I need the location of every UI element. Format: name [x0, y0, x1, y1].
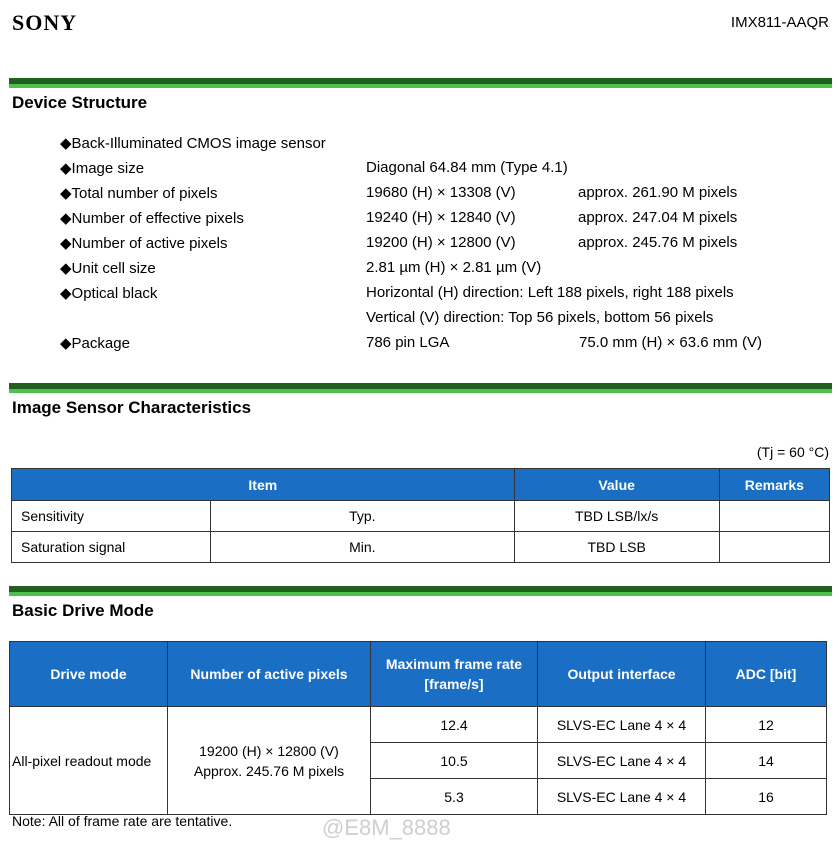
section-divider: [9, 78, 832, 88]
header-frame-rate: Maximum frame rate [frame/s]: [371, 642, 538, 707]
table-row: [10, 707, 827, 743]
table-header-row: [10, 642, 827, 707]
table-row: [12, 501, 830, 532]
header-remarks: Remarks: [719, 469, 829, 501]
cell-adc: 16: [706, 779, 827, 815]
spec-row: [60, 234, 820, 254]
spec-label: ◆Package: [60, 335, 130, 352]
spec-value: Vertical (V) direction: Top 56 pixels, bottom 56 pixels: [366, 309, 714, 326]
section-divider: [9, 383, 832, 393]
spec-value-approx: approx. 261.90 M pixels: [578, 184, 738, 201]
spec-value: 786 pin LGA: [366, 334, 450, 351]
cell-frame-rate: 12.4: [371, 707, 538, 743]
spec-label: ◆Optical black: [60, 285, 158, 302]
section-divider: [9, 586, 832, 596]
spec-value-approx: approx. 245.76 M pixels: [578, 234, 738, 251]
spec-label: ◆Number of effective pixels: [60, 210, 244, 227]
spec-label: ◆Back-Illuminated CMOS image sensor: [60, 135, 326, 152]
header-item: Item: [12, 469, 515, 501]
cell-value: TBD LSB/lx/s: [514, 501, 719, 532]
section-title-device-structure: Device Structure: [12, 93, 148, 112]
spec-value: Diagonal 64.84 mm (Type 4.1): [366, 159, 568, 176]
cell-adc: 12: [706, 707, 827, 743]
drive-mode-table: [9, 641, 827, 815]
cell-active-pixels: 19200 (H) × 12800 (V) Approx. 245.76 M pixels: [168, 707, 371, 815]
spec-row: [60, 334, 820, 354]
table-header-row: [12, 469, 830, 501]
cell-cond: Min.: [211, 532, 515, 563]
header-drive-mode: Drive mode: [10, 642, 168, 707]
spec-value: 19240 (H) × 12840 (V): [366, 209, 516, 226]
spec-row: [60, 309, 820, 329]
cell-drive-mode: All-pixel readout mode: [10, 707, 168, 815]
section-title-drive-mode: Basic Drive Mode: [12, 601, 154, 620]
cell-cond: Typ.: [211, 501, 515, 532]
spec-row: [60, 284, 820, 304]
spec-label: ◆Unit cell size: [60, 260, 156, 277]
spec-value: 2.81 µm (H) × 2.81 µm (V): [366, 259, 542, 276]
cell-item: Sensitivity: [12, 501, 211, 532]
header-adc: ADC [bit]: [706, 642, 827, 707]
spec-label: ◆Number of active pixels: [60, 235, 228, 252]
condition-note: (Tj = 60 °C): [756, 444, 829, 460]
frame-rate-note: Note: All of frame rate are tentative.: [12, 813, 233, 829]
spec-row: [60, 209, 820, 229]
cell-interface: SLVS-EC Lane 4 × 4: [538, 707, 706, 743]
spec-row: [60, 159, 820, 179]
sensor-characteristics-table: [11, 468, 830, 563]
spec-value-dimensions: 75.0 mm (H) × 63.6 mm (V): [579, 334, 762, 351]
spec-value: 19680 (H) × 13308 (V): [366, 184, 516, 201]
spec-label: ◆Total number of pixels: [60, 185, 218, 202]
header-output-interface: Output interface: [538, 642, 706, 707]
spec-row: [60, 134, 820, 154]
part-number: IMX811-AAQR: [730, 14, 829, 31]
spec-row: [60, 184, 820, 204]
brand-logo: SONY: [12, 10, 78, 35]
cell-interface: SLVS-EC Lane 4 × 4: [538, 743, 706, 779]
spec-label: ◆Image size: [60, 160, 145, 177]
cell-adc: 14: [706, 743, 827, 779]
table-row: [12, 532, 830, 563]
cell-frame-rate: 5.3: [371, 779, 538, 815]
header-value: Value: [514, 469, 719, 501]
cell-remarks: [719, 532, 829, 563]
cell-remarks: [719, 501, 829, 532]
spec-value-approx: approx. 247.04 M pixels: [578, 209, 738, 226]
cell-value: TBD LSB: [514, 532, 719, 563]
watermark-text: @E8M_8888: [322, 815, 451, 840]
cell-item: Saturation signal: [12, 532, 211, 563]
header-active-pixels: Number of active pixels: [168, 642, 371, 707]
cell-frame-rate: 10.5: [371, 743, 538, 779]
spec-value: Horizontal (H) direction: Left 188 pixels, right 188 pixels: [366, 284, 734, 301]
section-title-image-sensor: Image Sensor Characteristics: [12, 398, 252, 417]
spec-row: [60, 259, 820, 279]
cell-interface: SLVS-EC Lane 4 × 4: [538, 779, 706, 815]
spec-value: 19200 (H) × 12800 (V): [366, 234, 516, 251]
